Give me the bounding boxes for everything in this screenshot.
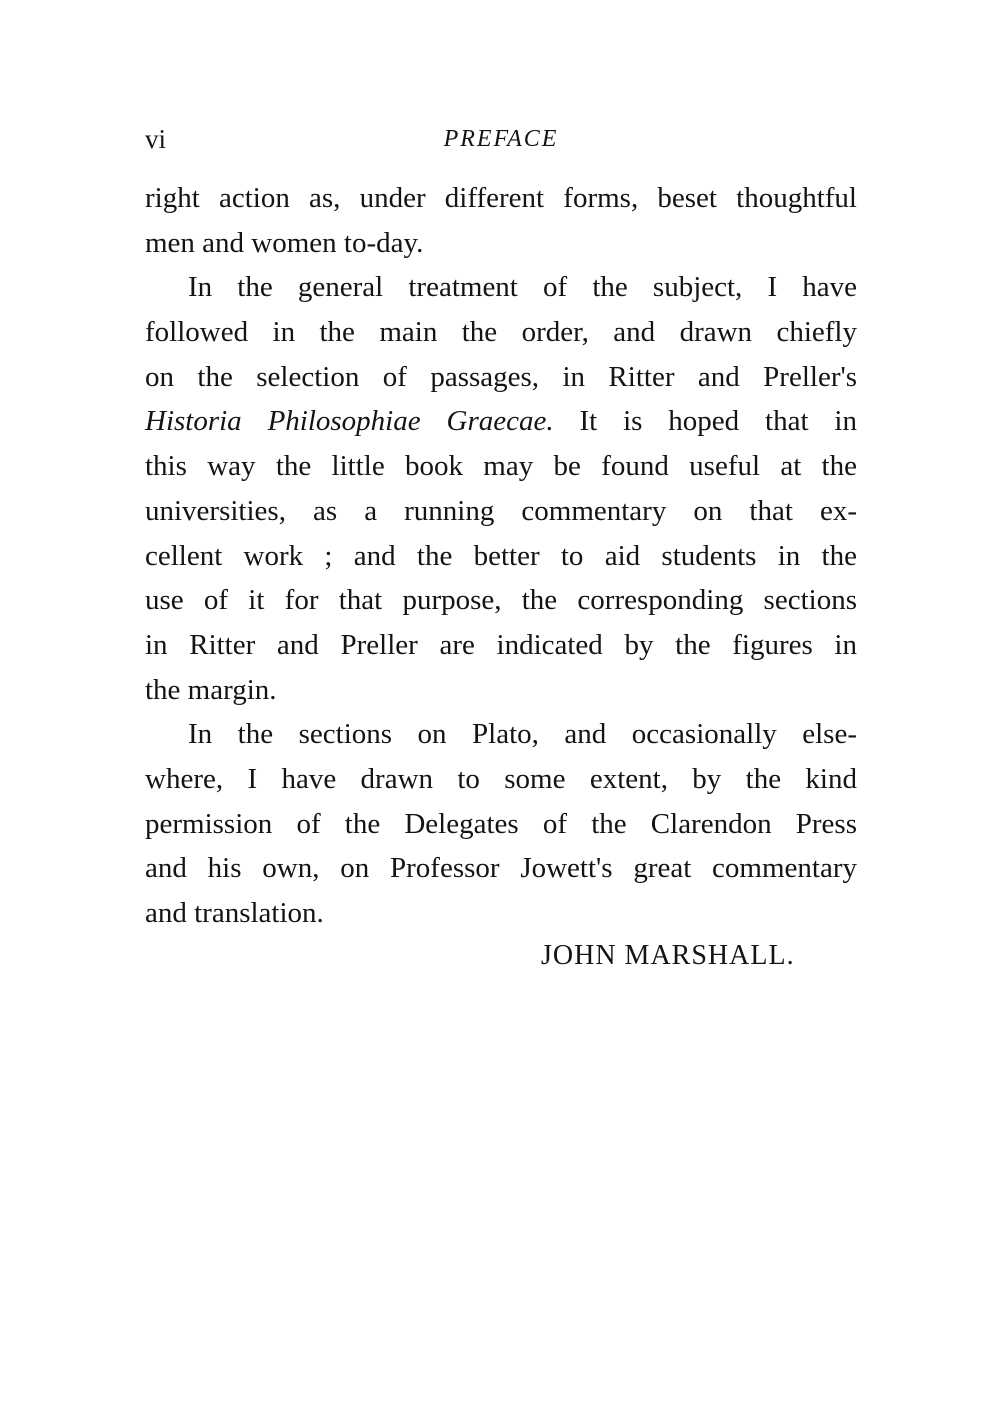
text-line: where, I have drawn to some extent, by the kind (145, 762, 857, 795)
text-line: In the sections on Plato, and occasionally else- (188, 718, 857, 751)
text-line: right action as, under different forms, beset thoughtful (145, 182, 857, 214)
text-fragment: It is hoped that in (553, 405, 857, 438)
text-line: permission of the Delegates of the Clarendon Press (145, 807, 857, 840)
text-line: cellent work ; and the better to aid students in the (145, 539, 857, 572)
text-line: use of it for that purpose, the corresponding sections (145, 584, 857, 617)
text-line: men and women to-day. (145, 226, 424, 259)
running-title: PREFACE (443, 126, 559, 152)
page-number: vi (145, 124, 167, 154)
paragraph-2 (145, 265, 857, 712)
text-line: this way the little book may be found useful at the (145, 450, 857, 483)
text-line: and translation. (145, 897, 324, 929)
text-line: in Ritter and Preller are indicated by the figures in (145, 628, 857, 661)
preface-text (145, 176, 857, 936)
text-line: followed in the main the order, and drawn chiefly (145, 316, 857, 349)
text-line: and his own, on Professor Jowett's great commentary (145, 852, 857, 885)
text-line: universities, as a running commentary on that ex- (145, 494, 857, 527)
text-line: the margin. (145, 673, 277, 706)
text-line (145, 399, 857, 444)
text-line: In the general treatment of the subject, I have (188, 271, 857, 304)
paragraph-3 (145, 712, 857, 935)
paragraph-1 (145, 176, 857, 265)
author-signature: JOHN MARSHALL. (541, 940, 795, 971)
book-title: Historia Philosophiae Graecae. (145, 405, 554, 438)
text-line: on the selection of passages, in Ritter and Preller's (145, 360, 857, 393)
running-head (145, 122, 857, 156)
